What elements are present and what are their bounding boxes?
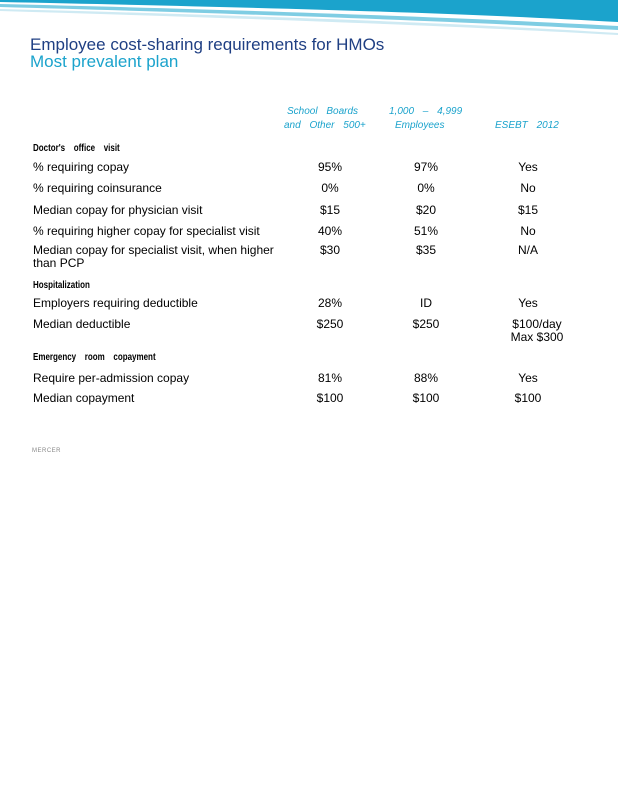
cell-esebt: $15 <box>517 203 539 217</box>
row-label: Median copayment <box>33 391 135 405</box>
cell-esebt: No <box>520 181 536 195</box>
row-label: % requiring coinsurance <box>33 181 162 195</box>
cell-employees: $20 <box>415 203 437 217</box>
cell-employees: 97% <box>413 160 439 174</box>
header-swoosh <box>0 0 618 40</box>
cell-esebt: N/A <box>517 243 538 257</box>
cell-esebt: Yes <box>518 296 538 310</box>
page-title: Employee cost-sharing requirements for HMOs <box>30 35 385 54</box>
cell-employees: 88% <box>413 371 439 385</box>
cell-esebt-line: $100/day <box>512 317 562 331</box>
cell-school-boards: $100 <box>316 391 344 405</box>
cell-school-boards: $30 <box>319 243 341 257</box>
cell-school-boards: 0% <box>321 181 339 195</box>
cell-school-boards: $15 <box>319 203 341 217</box>
cell-esebt: Yes <box>518 371 538 385</box>
cell-school-boards: 95% <box>317 160 343 174</box>
section-heading-emergency: Emergency room copayment <box>33 352 156 363</box>
cell-esebt: Yes <box>518 160 538 174</box>
cell-employees: 51% <box>413 224 439 238</box>
column-header-line: 1,000 – 4,999 <box>389 106 463 117</box>
footer-logo-text: MERCER <box>32 448 62 454</box>
row-label: Median copay for specialist visit, when higher than PCP <box>33 243 274 270</box>
column-header-line: and Other 500+ <box>284 120 366 131</box>
column-header-employees <box>389 105 462 133</box>
cell-esebt-line: Max $300 <box>510 330 564 344</box>
cell-esebt: No <box>520 224 536 238</box>
cell-employees: $250 <box>412 317 440 331</box>
cell-school-boards: 81% <box>317 371 343 385</box>
row-label: Median deductible <box>33 317 131 331</box>
column-header-esebt: ESEBT 2012 <box>495 120 559 131</box>
row-label: % requiring higher copay for specialist visit <box>33 224 260 238</box>
cell-esebt: $100 <box>514 391 542 405</box>
cell-esebt <box>488 318 568 344</box>
column-header-school-boards <box>284 105 366 133</box>
row-label: Median copay for physician visit <box>33 203 203 217</box>
section-heading-hospitalization: Hospitalization <box>33 280 90 291</box>
row-label: % requiring copay <box>33 160 130 174</box>
cell-school-boards: 28% <box>317 296 343 310</box>
section-heading-doctor: Doctor's office visit <box>33 143 120 154</box>
page-subtitle: Most prevalent plan <box>30 52 179 71</box>
row-label: Employers requiring deductible <box>33 296 198 310</box>
column-header-line: School Boards <box>287 106 359 117</box>
cell-employees: $100 <box>412 391 440 405</box>
cell-employees: 0% <box>417 181 435 195</box>
cell-school-boards: $250 <box>316 317 344 331</box>
cell-employees: ID <box>420 296 432 310</box>
column-header-line: Employees <box>395 120 445 131</box>
row-label: Require per-admission copay <box>33 371 190 385</box>
cell-employees: $35 <box>415 243 437 257</box>
cell-school-boards: 40% <box>317 224 343 238</box>
